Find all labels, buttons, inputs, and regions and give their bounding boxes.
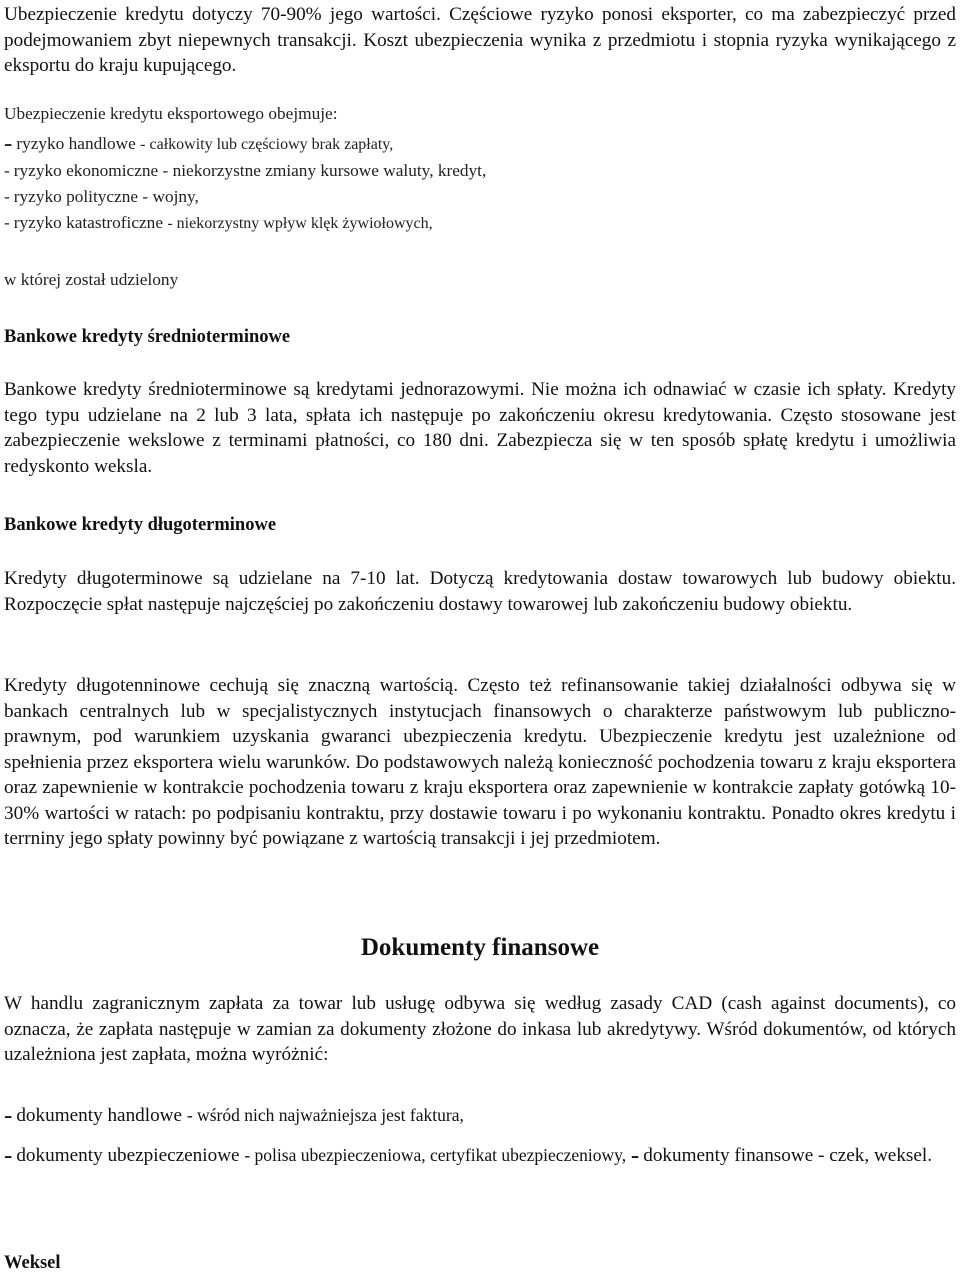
documents-paragraph: W handlu zagranicznym zapłata za towar lub usługę odbywa się według zasady CAD (cash against documents), co oznacza, że zapłata następuje w zamian za dokumenty złożone do inkasa lub akredytywy. Wśród dokumentów, od których uzależniona jest zapłata, można wyróżnić: xyxy=(4,993,956,1065)
list-item xyxy=(4,1143,956,1169)
list-item xyxy=(4,184,956,210)
list-item xyxy=(4,210,956,237)
doc-name: dokumenty finansowe - czek, weksel. xyxy=(643,1145,933,1166)
weksel-heading: Weksel xyxy=(4,1253,61,1273)
intro-paragraph: Ubezpieczenie kredytu dotyczy 70-90% jego wartości. Częściowe ryzyko ponosi eksporter, co ma zabezpieczyć przed podejmowaniem zbyt niepewnych transakcji. Koszt ubezpieczenia wynika z przedmiotu i stopnia ryzyka wynikającego z eksportu do kraju kupującego. xyxy=(4,4,956,76)
risk-list xyxy=(4,131,956,237)
list-dash: - xyxy=(4,161,10,180)
doc-name: dokumenty ubezpieczeniowe xyxy=(16,1145,240,1166)
doc-desc: - polisa ubezpieczeniowa, certyfikat ubezpieczeniowy, xyxy=(244,1145,627,1165)
risk-name: ryzyko katastroficzne xyxy=(13,213,163,232)
risk-desc: - wojny, xyxy=(142,187,199,206)
list-item xyxy=(4,131,956,158)
risk-desc: - niekorzystny wpływ klęk żywiołowych, xyxy=(167,215,433,232)
long-term-paragraph-2: Kredyty długotenninowe cechują się znaczną wartością. Często też refinansowanie takiej działalności odbywa się w bankach centralnych lub w specjalistycznych instytucjach finansowych o charakterze państwowym lub publiczno-prawnym, pod warunkiem uzyskania gwaranci ubezpieczenia kredytu. Ubezpieczenie kredytu jest uzależnione od spełnienia przez eksportera wielu warunków. Do podstawowych należą konieczność pochodzenia towaru z kraju eksportera oraz zapewnienie w kontrakcie pochodzenia towaru z kraju eksportera oraz zapewnienie w kontrakcie zapłaty gotówką 10-30% wartości w ratach: po podpisaniu kontraktu, przy dostawie towaru i po wykonaniu kontraktu. Ponadto okres kredytu i terrniny jego spłaty powinny być powiązane z wartością transakcji i jej przedmiotem. xyxy=(4,675,956,849)
risk-desc: - niekorzystne zmiany kursowe waluty, kredyt, xyxy=(162,161,487,180)
long-term-paragraph-1: Kredyty długoterminowe są udzielane na 7-10 lat. Dotyczą kredytowania dostaw towarowych lub budowy obiektu. Rozpoczęcie spłat następuje najczęściej po zakończeniu dostawy towarowej lub zakończeniu budowy obiektu. xyxy=(4,568,956,615)
list-dash: - xyxy=(4,213,10,232)
risk-desc: - całkowity lub częściowy brak zapłaty, xyxy=(140,136,394,153)
fragment-line: w której został udzielony xyxy=(4,270,179,289)
risk-intro: Ubezpieczenie kredytu eksportowego obejmuje: xyxy=(4,104,338,123)
doc-name: dokumenty handlowe xyxy=(16,1105,183,1126)
list-dash: - xyxy=(4,130,13,157)
list-dash: - xyxy=(4,187,10,206)
list-dash: - xyxy=(4,1102,13,1129)
section-title: Dokumenty finansowe xyxy=(360,934,600,961)
long-term-heading: Bankowe kredyty długoterminowe xyxy=(4,515,277,535)
risk-name: ryzyko polityczne xyxy=(13,187,139,206)
list-item xyxy=(4,1103,956,1129)
list-item xyxy=(4,158,956,184)
risk-name: ryzyko handlowe xyxy=(16,134,136,153)
doc-desc: - wśród nich najważniejsza jest faktura, xyxy=(186,1105,464,1125)
medium-term-paragraph: Bankowe kredyty średnioterminowe są kredytami jednorazowymi. Nie można ich odnawiać w czasie ich spłaty. Kredyty tego typu udzielane na 2 lub 3 lata, spłata ich następuje po zakończeniu okresu kredytowania. Często stosowane jest zabezpieczenie wekslowe z terminami płatności, co 180 dni. Zabezpiecza się w ten sposób spłatę kredytu i umożliwia redyskonto weksla. xyxy=(4,379,956,477)
list-dash: - xyxy=(4,1142,13,1169)
list-dash: - xyxy=(630,1142,640,1169)
medium-term-heading: Bankowe kredyty średnioterminowe xyxy=(4,327,291,347)
risk-name: ryzyko ekonomiczne xyxy=(13,161,159,180)
